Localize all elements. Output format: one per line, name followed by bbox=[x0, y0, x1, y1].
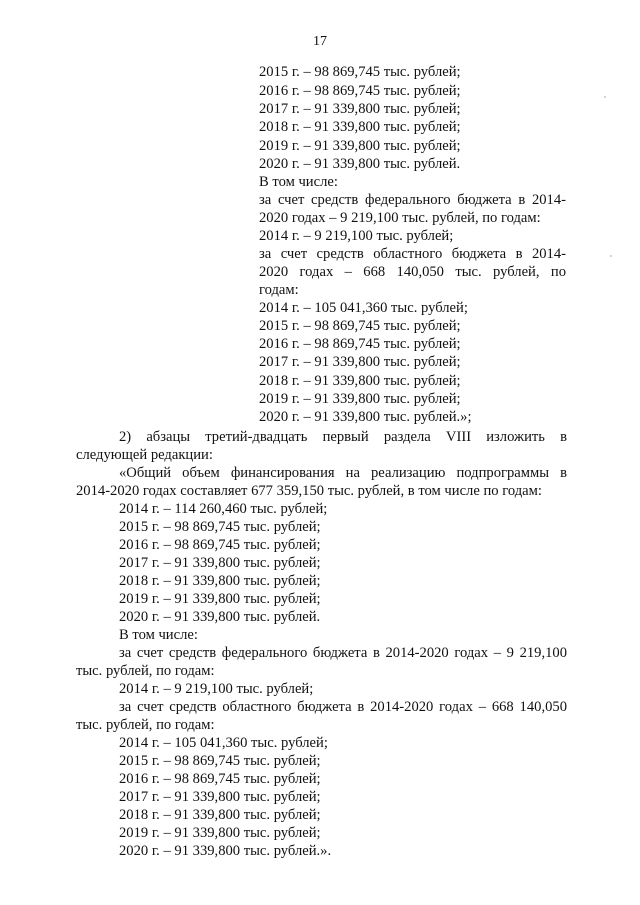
b2-reg-2018: 2018 г. – 91 339,800 тыс. рублей; bbox=[119, 807, 321, 823]
b2-reg-2015: 2015 г. – 98 869,745 тыс. рублей; bbox=[119, 753, 321, 769]
b1-regional-line2: 2020 годах – 668 140,050 тыс. рублей, по bbox=[259, 264, 566, 280]
b1-reg-2020: 2020 г. – 91 339,800 тыс. рублей.»; bbox=[259, 409, 472, 425]
b1-regional-line1: за счет средств областного бюджета в 2014- bbox=[259, 246, 566, 262]
b1-incl: В том числе: bbox=[259, 174, 338, 190]
b2-year-2018: 2018 г. – 91 339,800 тыс. рублей; bbox=[119, 573, 321, 589]
b1-reg-2018: 2018 г. – 91 339,800 тыс. рублей; bbox=[259, 373, 461, 389]
b2-year-2017: 2017 г. – 91 339,800 тыс. рублей; bbox=[119, 555, 321, 571]
b1-year-2016: 2016 г. – 98 869,745 тыс. рублей; bbox=[259, 83, 461, 99]
b1-reg-2019: 2019 г. – 91 339,800 тыс. рублей; bbox=[259, 391, 461, 407]
b2-federal-line2: тыс. рублей, по годам: bbox=[76, 663, 215, 679]
b2-regional-line2: тыс. рублей, по годам: bbox=[76, 717, 215, 733]
b2-reg-2014: 2014 г. – 105 041,360 тыс. рублей; bbox=[119, 735, 328, 751]
page-number: 17 bbox=[313, 34, 327, 49]
b1-federal-line1: за счет средств федерального бюджета в 2014- bbox=[259, 192, 566, 208]
b2-regional-line1: за счет средств областного бюджета в 2014-2020 годах – 668 140,050 bbox=[119, 699, 567, 715]
b2-federal-line1: за счет средств федерального бюджета в 2014-2020 годах – 9 219,100 bbox=[119, 645, 567, 661]
scan-speck bbox=[604, 96, 606, 98]
b2-intro-line1: «Общий объем финансирования на реализацию подпрограммы в bbox=[119, 465, 567, 481]
b2-year-2016: 2016 г. – 98 869,745 тыс. рублей; bbox=[119, 537, 321, 553]
b2-year-2020: 2020 г. – 91 339,800 тыс. рублей. bbox=[119, 609, 321, 625]
b1-reg-2014: 2014 г. – 105 041,360 тыс. рублей; bbox=[259, 300, 468, 316]
b2-year-2014: 2014 г. – 114 260,460 тыс. рублей; bbox=[119, 501, 328, 517]
item2-line2: следующей редакции: bbox=[76, 447, 213, 463]
b1-year-2018: 2018 г. – 91 339,800 тыс. рублей; bbox=[259, 119, 461, 135]
b1-year-2020: 2020 г. – 91 339,800 тыс. рублей. bbox=[259, 156, 461, 172]
b2-reg-2019: 2019 г. – 91 339,800 тыс. рублей; bbox=[119, 825, 321, 841]
b2-reg-2016: 2016 г. – 98 869,745 тыс. рублей; bbox=[119, 771, 321, 787]
b2-reg-2017: 2017 г. – 91 339,800 тыс. рублей; bbox=[119, 789, 321, 805]
b1-federal-line2: 2020 годах – 9 219,100 тыс. рублей, по годам: bbox=[259, 210, 541, 226]
b1-regional-line3: годам: bbox=[259, 282, 299, 298]
b1-reg-2016: 2016 г. – 98 869,745 тыс. рублей; bbox=[259, 336, 461, 352]
b1-federal-2014: 2014 г. – 9 219,100 тыс. рублей; bbox=[259, 228, 454, 244]
b2-year-2019: 2019 г. – 91 339,800 тыс. рублей; bbox=[119, 591, 321, 607]
b2-year-2015: 2015 г. – 98 869,745 тыс. рублей; bbox=[119, 519, 321, 535]
b1-year-2019: 2019 г. – 91 339,800 тыс. рублей; bbox=[259, 138, 461, 154]
scan-speck bbox=[610, 255, 612, 257]
b1-year-2017: 2017 г. – 91 339,800 тыс. рублей; bbox=[259, 101, 461, 117]
item2-line1: 2) абзацы третий-двадцать первый раздела VIII изложить в bbox=[119, 429, 567, 445]
b1-reg-2017: 2017 г. – 91 339,800 тыс. рублей; bbox=[259, 354, 461, 370]
b1-year-2015: 2015 г. – 98 869,745 тыс. рублей; bbox=[259, 64, 461, 80]
b1-reg-2015: 2015 г. – 98 869,745 тыс. рублей; bbox=[259, 318, 461, 334]
b2-federal-2014: 2014 г. – 9 219,100 тыс. рублей; bbox=[119, 681, 314, 697]
b2-incl: В том числе: bbox=[119, 627, 198, 643]
b2-reg-2020: 2020 г. – 91 339,800 тыс. рублей.». bbox=[119, 843, 332, 859]
b2-intro-line2: 2014-2020 годах составляет 677 359,150 тыс. рублей, в том числе по годам: bbox=[76, 483, 542, 499]
